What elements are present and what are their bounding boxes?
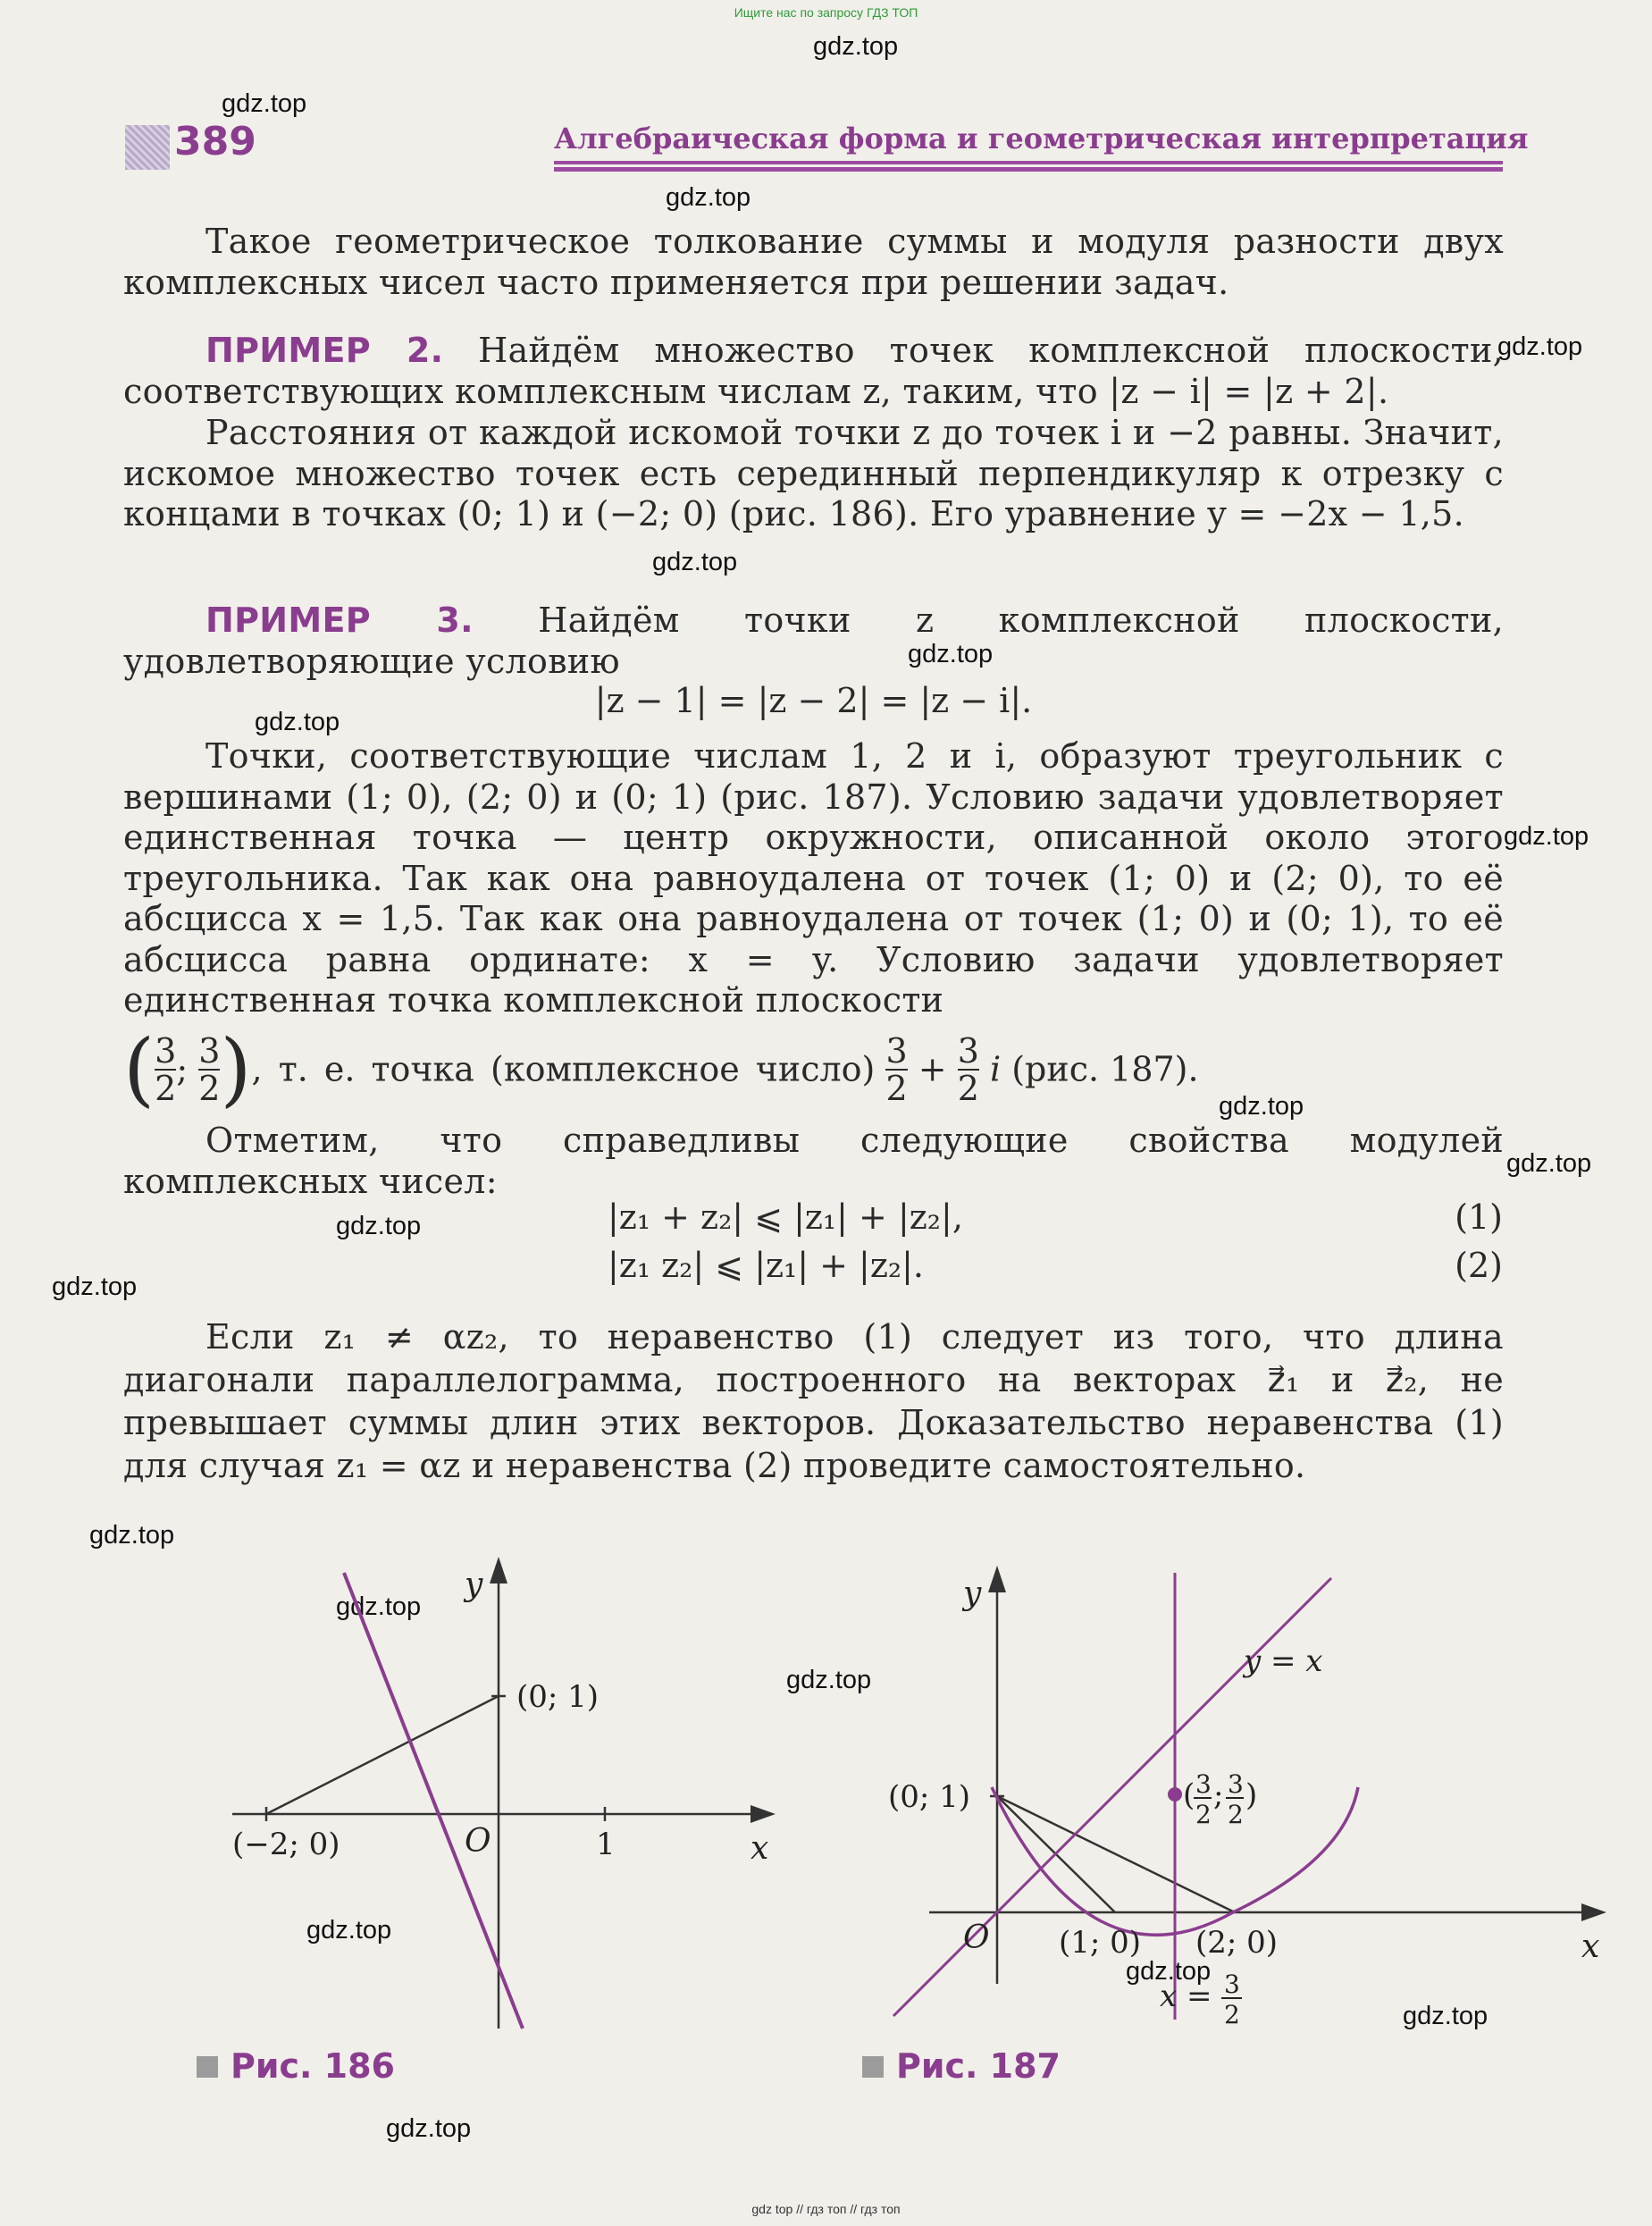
separator: ; (176, 1049, 189, 1089)
point-b-label: (−2; 0) (232, 1827, 340, 1862)
figure-186-caption (197, 2046, 395, 2086)
point-c-label: (2; 0) (1195, 1925, 1279, 1961)
figure-186 (214, 1546, 786, 2046)
watermark: gdz.top (52, 1273, 138, 1301)
frac-den: 2 (155, 1068, 177, 1108)
example3-formula: |z − 1| = |z − 2| = |z − i|. (594, 681, 1033, 720)
center-open: ( (1183, 1777, 1195, 1813)
watermark: gdz.top (1126, 1957, 1212, 1986)
origin-label: O (963, 1919, 990, 1956)
frac-den: 2 (957, 1068, 979, 1108)
inequality-1: |z₁ + z₂| ⩽ |z₁| + |z₂|, (608, 1197, 963, 1237)
vline-label: x = (1160, 1978, 1212, 2014)
imag-unit: i (989, 1049, 1002, 1089)
example3-solution: Точки, соответствующие числам 1, 2 и i, образуют треугольник с вершинами (1; 0), (2; 0) и (0; 1) (рис. 187). Условию задачи удовлетворяет единственная точка — центр окружности, описанной около этого треугольника. Так как она равноудалена от точек (1; 0) и (2; 0), то её абсцисса x = 1,5. Так как она равноудалена от точек (1; 0) и (0; 1), то её абсцисса равна ординате: x = y. Условию задачи удовлетворяет единственная точка комплексной плоскости (123, 736, 1504, 1020)
watermark: gdz.top (813, 32, 899, 61)
line-label: y = x (1244, 1643, 1323, 1679)
y-arrow (988, 1566, 1006, 1592)
caption-marker (197, 2056, 218, 2078)
point-tail: , т. е. точка (комплексное число) (251, 1049, 876, 1089)
watermark: gdz.top (336, 1592, 422, 1621)
figure-187-caption (862, 2046, 1061, 2086)
watermark: gdz.top (666, 183, 751, 212)
x-arrow (751, 1805, 776, 1823)
y-arrow (490, 1557, 507, 1583)
watermark: gdz.top (1497, 332, 1583, 361)
example3-text: Найдём точки z комплексной плоскости, удовлетворяющие условию (123, 601, 1505, 681)
point-b-label: (1; 0) (1059, 1925, 1142, 1961)
watermark: gdz.top (255, 708, 340, 736)
frac-den: 2 (885, 1068, 908, 1108)
x-axis-label: x (751, 1830, 769, 1867)
inequality-2: |z₁ z₂| ⩽ |z₁| + |z₂|. (608, 1246, 924, 1285)
center-sep: ; (1213, 1777, 1224, 1813)
watermark: gdz.top (222, 89, 307, 118)
watermark: gdz.top (89, 1521, 175, 1550)
top-watermark-note: Ищите нас по запросу ГДЗ ТОП (734, 5, 918, 20)
caption-marker (862, 2056, 884, 2078)
watermark: gdz.top (1403, 2002, 1488, 2030)
example3-label: ПРИМЕР 3. (205, 601, 474, 640)
vline-num: 3 (1224, 1970, 1240, 1999)
segment (266, 1696, 499, 1814)
closing-paragraph: Если z₁ ≠ αz₂, то неравенство (1) следует из того, что длина диагонали параллелограмма, построенного на векторах z⃗₁ и z⃗₂, не превышает суммы длин этих векторов. Доказательство неравенства (1) для случая z₁ = αz и неравенства (2) проведите самостоятельно. (123, 1317, 1504, 1485)
watermark: gdz.top (786, 1666, 872, 1694)
inequality-1-number: (1) (1455, 1197, 1503, 1237)
header-rule (554, 161, 1503, 172)
caption-text: Рис. 186 (231, 2046, 395, 2086)
watermark: gdz.top (1506, 1149, 1592, 1178)
watermark: gdz.top (386, 2114, 472, 2143)
center-den: 2 (1228, 1800, 1244, 1829)
watermark: gdz.top (1219, 1092, 1304, 1121)
properties-intro: Отметим, что справедливы следующие свойства модулей комплексных чисел: (123, 1121, 1504, 1201)
frac-num: 3 (957, 1030, 979, 1071)
watermark: gdz.top (1504, 822, 1589, 851)
plus-sign: + (918, 1049, 947, 1089)
running-header: Алгебраическая форма и геометрическая интерпретация (554, 122, 1529, 155)
frac-num: 3 (198, 1030, 221, 1071)
figure-187 (858, 1555, 1626, 2055)
center-den: 2 (1195, 1800, 1212, 1829)
center-num: 3 (1228, 1769, 1244, 1799)
caption-text: Рис. 187 (896, 2046, 1061, 2086)
perpendicular-line (344, 1573, 523, 2029)
y-axis-label: y (465, 1567, 483, 1603)
watermark: gdz.top (306, 1916, 392, 1945)
vline-den: 2 (1224, 2000, 1240, 2029)
center-close: ) (1245, 1777, 1258, 1813)
watermark: gdz.top (336, 1212, 422, 1240)
x-arrow (1581, 1903, 1606, 1921)
watermark: gdz.top (652, 548, 738, 576)
watermark: gdz.top (908, 640, 994, 668)
frac-num: 3 (155, 1030, 177, 1071)
point-line: ( $\frac{3}{2}$ ; $\frac{3}{2}$ ), т. е. точка (комплексное число) $\frac{3}{2}$ + $\frac{3}{2}$ i (рис. 187). (123, 1022, 1199, 1116)
bottom-watermark-note: gdz top // гдз топ // гдз топ (751, 2202, 901, 2216)
origin-label: O (465, 1823, 491, 1860)
point-a-label: (0; 1) (888, 1779, 971, 1815)
frac-num: 3 (885, 1030, 908, 1071)
tick-label: 1 (596, 1827, 616, 1862)
intro-paragraph: Такое геометрическое толкование суммы и модуля разности двух комплексных чисел часто применяется при решении задач. (123, 222, 1504, 302)
page-number: 389 (174, 119, 256, 164)
example3-paragraph (123, 601, 1504, 682)
example2-label: ПРИМЕР 2. (205, 331, 444, 370)
frac-den: 2 (198, 1068, 221, 1108)
page-number-box (125, 125, 170, 170)
y-axis-label: y (963, 1575, 982, 1612)
point-a-label: (0; 1) (516, 1679, 600, 1715)
fig-ref: (рис. 187). (1011, 1049, 1199, 1089)
example2-solution: Расстояния от каждой искомой точки z до точек i и −2 равны. Значит, искомое множество точек есть серединный перпендикуляр к отрезку с концами в точках (0; 1) и (−2; 0) (рис. 186). Его уравнение y = −2x − 1,5. (123, 413, 1504, 533)
center-num: 3 (1195, 1769, 1212, 1799)
example2-paragraph (123, 331, 1504, 412)
x-axis-label: x (1581, 1928, 1600, 1965)
example2-text: Найдём множество точек комплексной плоскости, соответствующих комплексным числам z, таким, что |z − i| = |z + 2|. (123, 331, 1504, 411)
inequality-2-number: (2) (1455, 1246, 1503, 1285)
circumcenter-point (1168, 1787, 1182, 1802)
